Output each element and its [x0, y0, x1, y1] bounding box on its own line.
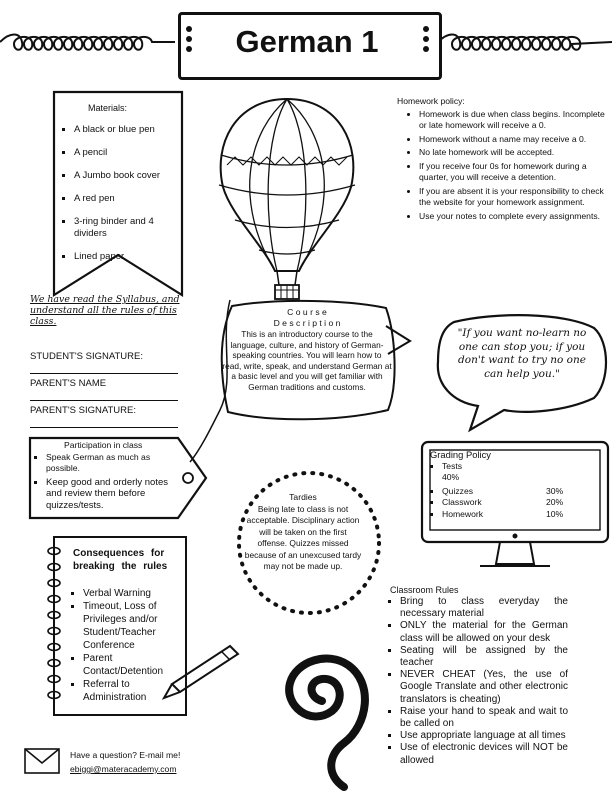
- list-item: ▪ A red pen: [74, 193, 186, 205]
- contact-email-link[interactable]: ebiggi@materacademy.com: [70, 764, 177, 774]
- student-signature-line[interactable]: [30, 363, 178, 374]
- contact-question: Have a question? E-mail me!: [70, 750, 181, 760]
- student-signature-label: STUDENT'S SIGNATURE:: [30, 351, 144, 362]
- grade-pct: 40%: [442, 472, 460, 482]
- grade-label: Quizzes: [442, 485, 474, 496]
- table-row: [442, 486, 582, 498]
- list-item: • Homework without a name may receive a 0.: [419, 134, 605, 146]
- title-dots-left-icon: [186, 24, 194, 64]
- list-item: ▪ Parent Contact/Detention: [83, 652, 183, 678]
- course-heading-line1: C o u r s e: [287, 307, 327, 317]
- homework-list: [397, 109, 605, 223]
- materials-heading: Materials:: [88, 103, 128, 113]
- course-body: This is an introductory course to the language, culture, and history of German-speaking countries. You will learn how to read, write, speak, and understand German at a basic level and you will get familiar with German traditions and customs.: [222, 329, 392, 392]
- list-item: ▪ NEVER CHEAT (Yes, the use of Google Translate and other electronic translators is cheating): [400, 669, 568, 706]
- list-item: ▪ Speak German as much as possible.: [46, 452, 174, 475]
- homework-section: [397, 96, 605, 224]
- parent-name-label: PARENT'S NAME: [30, 378, 107, 389]
- list-item: • No late homework will be accepted.: [419, 147, 605, 159]
- list-item: ▪ Verbal Warning: [83, 587, 183, 600]
- grading-list: [430, 461, 582, 521]
- grade-label: Homework: [442, 508, 484, 519]
- list-item: ▪ Keep good and orderly notes and review them before quizzes/tests.: [46, 477, 174, 512]
- tardies-body: Being late to class is not acceptable. Disciplinary action will be taken on the first offense. Quizzes missed because of an unexcused tardy may not be made up.: [244, 503, 362, 571]
- list-item: ▪ Referral to Administration: [83, 678, 183, 704]
- parent-name-line[interactable]: [30, 390, 178, 401]
- grade-pct: 20%: [546, 497, 564, 507]
- list-item: ▪ Use appropriate language at all times: [400, 730, 568, 742]
- grading-section: [430, 449, 582, 522]
- rules-list: [390, 596, 568, 767]
- list-item: • Use your notes to complete every assignments.: [419, 211, 605, 223]
- list-item: ▪ 3-ring binder and 4 dividers: [74, 216, 186, 240]
- materials-list: [62, 124, 186, 265]
- list-item: ▪ A Jumbo book cover: [74, 170, 186, 182]
- course-section: [222, 307, 392, 392]
- swirl-ornament-icon: [248, 625, 388, 795]
- quote-text: "If you want no-learn no one can stop you; if you don't want to try no one can help you.": [457, 327, 587, 380]
- pencil-icon: [160, 642, 240, 700]
- table-row: [442, 461, 582, 484]
- page-title: German 1: [235, 24, 379, 59]
- hot-air-balloon-icon: [205, 95, 370, 305]
- participation-heading: Participation in class: [64, 440, 143, 450]
- list-item: • If you receive four 0s for homework during a quarter, you will receive a detention.: [419, 161, 605, 184]
- parent-signature-line[interactable]: [30, 417, 178, 428]
- course-heading-line2: D e s c r i p t i o n: [273, 318, 341, 328]
- list-item: ▪ Seating will be assigned by the teacher: [400, 645, 568, 669]
- grade-label: Classwork: [442, 497, 482, 507]
- grading-heading: Grading Policy: [430, 449, 491, 460]
- rules-section: [390, 585, 568, 767]
- list-item: ▪ A pencil: [74, 147, 186, 159]
- list-item: ▪ Raise your hand to speak and wait to be called on: [400, 706, 568, 730]
- list-item: ▪ Lined paper: [74, 251, 186, 263]
- signature-statement: We have read the Syllabus, and understand all the rules of this class.: [30, 294, 180, 327]
- envelope-icon: [24, 748, 60, 774]
- list-item: ▪ A black or blue pen: [74, 124, 186, 136]
- grade-label: Tests: [442, 460, 463, 471]
- table-row: [442, 509, 582, 521]
- list-item: ▪ Bring to class everyday the necessary material: [400, 596, 568, 620]
- title-dots-right-icon: [423, 24, 431, 64]
- list-item: • If you are absent it is your responsibility to check the website for your homework assignment.: [419, 186, 605, 209]
- grade-pct: 30%: [546, 485, 564, 496]
- participation-section: [34, 440, 174, 513]
- scroll-ornament-right-icon: [438, 30, 612, 54]
- list-item: • Homework is due when class begins. Incomplete or late homework will receive a 0.: [419, 109, 605, 132]
- scroll-ornament-left-icon: [0, 30, 175, 54]
- tardies-section: [244, 492, 362, 573]
- grade-pct: 10%: [546, 508, 564, 519]
- list-item: ▪ ONLY the material for the German class will be allowed on your desk: [400, 620, 568, 644]
- table-row: [442, 497, 582, 509]
- parent-signature-label: PARENT'S SIGNATURE:: [30, 405, 136, 416]
- consequences-heading: Consequences for breaking the rules: [73, 548, 168, 572]
- list-item: ▪ Timeout, Loss of Privileges and/or Student/Teacher Conference: [83, 600, 183, 652]
- signature-section: [30, 294, 192, 428]
- participation-list: [34, 452, 174, 512]
- rules-heading: Classroom Rules: [390, 585, 459, 595]
- list-item: ▪ Use of electronic devices will NOT be allowed: [400, 742, 568, 766]
- homework-heading: Homework policy:: [397, 96, 465, 106]
- tardies-heading: Tardies: [289, 492, 317, 502]
